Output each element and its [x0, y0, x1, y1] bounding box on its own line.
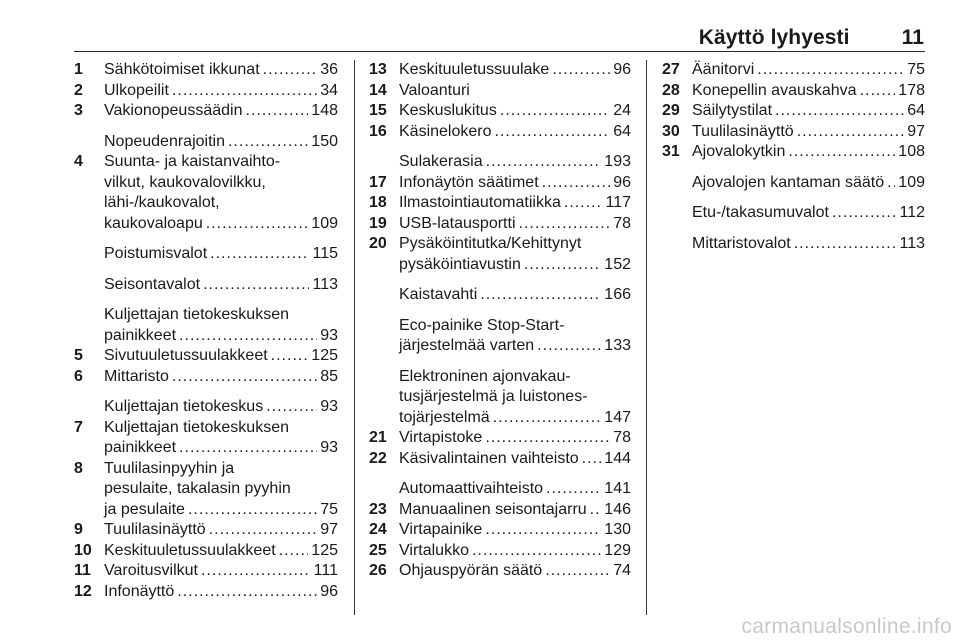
page-title: Käyttö lyhyesti	[698, 26, 850, 49]
index-entry	[369, 101, 631, 122]
dot-leader	[209, 520, 318, 541]
page-reference[interactable]: 147	[604, 408, 631, 426]
dot-leader	[485, 428, 610, 449]
dot-leader	[832, 203, 897, 224]
dot-leader	[500, 101, 610, 122]
entry-number: 16	[369, 122, 387, 140]
entry-number: 24	[369, 521, 387, 538]
entry-number: 3	[74, 102, 83, 119]
dot-leader	[245, 101, 308, 122]
entry-text: Tuulilasinäyttö	[104, 521, 206, 538]
index-entry	[369, 122, 631, 143]
entry-text: USB-latausportti	[399, 214, 516, 232]
index-entry	[74, 275, 338, 296]
entry-text: pesulaite, takalasin pyyhin	[104, 480, 291, 497]
entry-text: Sivutuuletussuulakkeet	[104, 347, 268, 364]
page-reference[interactable]: 193	[604, 153, 631, 170]
entry-text: ja pesulaite	[104, 500, 185, 518]
page-reference[interactable]: 75	[320, 500, 338, 518]
page-reference[interactable]: 36	[320, 61, 338, 78]
page-reference[interactable]: 93	[320, 326, 338, 344]
entry-number: 23	[369, 500, 387, 518]
page-reference[interactable]: 146	[604, 500, 631, 518]
index-entry	[662, 60, 925, 81]
entry-text: Virtapistoke	[399, 429, 483, 446]
entry-text: Automaattivaihteisto	[399, 480, 544, 497]
entry-text: Ajovalojen kantaman säätö	[692, 173, 885, 191]
index-entry	[369, 173, 631, 194]
entry-text: Infonäytön säätimet	[399, 173, 539, 191]
page-reference[interactable]: 75	[907, 61, 925, 78]
entry-text: Kuljettajan tietokeskus	[104, 398, 264, 415]
entry-text: Ulkopeilit	[104, 81, 169, 99]
page-reference[interactable]: 117	[605, 194, 631, 211]
dot-leader	[472, 541, 601, 562]
index-entry	[662, 203, 925, 224]
entry-text: järjestelmää varten	[399, 337, 535, 354]
page-reference[interactable]: 109	[898, 173, 925, 191]
entry-text: Ajovalokytkin	[692, 143, 786, 160]
entry-text: Mittaristo	[104, 367, 169, 385]
dot-leader	[794, 234, 897, 255]
entry-number: 6	[74, 367, 83, 385]
entry-number: 18	[369, 194, 387, 211]
dot-leader	[788, 142, 895, 163]
column-divider	[646, 60, 647, 615]
index-entry	[74, 60, 338, 81]
page-reference[interactable]: 97	[320, 521, 338, 538]
entry-text: Kuljettajan tietokeskuksen	[104, 418, 289, 436]
index-entry	[369, 520, 631, 541]
page-reference[interactable]: 64	[613, 122, 631, 140]
entry-text: painikkeet	[104, 326, 177, 344]
entry-text: Ilmastointiautomatiikka	[399, 194, 561, 211]
entry-number: 8	[74, 459, 83, 477]
index-entry	[74, 152, 338, 234]
entry-text: Säilytystilat	[692, 102, 773, 119]
page-reference[interactable]: 108	[898, 143, 925, 160]
dot-leader	[485, 520, 601, 541]
entry-number: 21	[369, 429, 387, 446]
index-entry	[369, 428, 631, 449]
page-reference[interactable]: 112	[899, 204, 925, 221]
page-reference[interactable]: 93	[320, 398, 338, 415]
entry-text: Vakionopeussäädin	[104, 102, 243, 119]
page-reference[interactable]: 113	[312, 275, 338, 293]
entry-number: 29	[662, 102, 680, 119]
dot-leader	[757, 60, 904, 81]
index-entry	[74, 346, 338, 367]
index-column-1	[74, 60, 338, 602]
entry-text: kaukovaloapu	[104, 214, 203, 232]
index-entry	[369, 541, 631, 562]
entry-number: 5	[74, 347, 83, 364]
entry-text: Keskituuletussuulake	[399, 61, 550, 78]
page-number: 11	[901, 26, 924, 49]
entry-text: Keskuslukitus	[399, 102, 497, 119]
dot-leader	[279, 541, 309, 562]
index-entry	[369, 561, 631, 582]
page-reference[interactable]: 34	[320, 81, 338, 99]
dot-leader	[545, 561, 610, 582]
page-reference[interactable]: 74	[613, 562, 631, 579]
page-reference[interactable]: 96	[613, 173, 631, 191]
column-divider	[354, 60, 355, 615]
dot-leader	[493, 408, 602, 429]
entry-text: Pysäköintitutka/Kehittynyt	[399, 235, 582, 252]
dot-leader	[486, 152, 602, 173]
dot-leader	[210, 244, 309, 265]
page-reference[interactable]: 150	[311, 132, 338, 150]
page-reference[interactable]: 111	[313, 562, 338, 579]
entry-text: Poistumisvalot	[104, 245, 208, 262]
dot-leader	[201, 561, 311, 582]
entry-number: 13	[369, 61, 387, 78]
index-entry	[369, 152, 631, 173]
entry-number: 31	[662, 143, 680, 160]
dot-leader	[519, 214, 611, 235]
entry-text: Kaistavahti	[399, 286, 478, 303]
dot-leader	[582, 449, 602, 470]
index-entry	[369, 316, 631, 357]
index-entry	[662, 173, 925, 194]
dot-leader	[206, 214, 309, 235]
dot-leader	[271, 346, 309, 367]
dot-leader	[797, 122, 905, 143]
entry-text: lähi-/kaukovalot,	[104, 194, 220, 211]
index-entry	[662, 142, 925, 163]
entry-number: 19	[369, 214, 387, 232]
dot-leader	[537, 336, 601, 357]
page-reference[interactable]: 166	[604, 286, 631, 303]
page-reference[interactable]: 141	[604, 480, 631, 497]
entry-text: Käsinelokero	[399, 122, 492, 140]
dot-leader	[552, 60, 610, 81]
dot-leader	[590, 500, 602, 521]
dot-leader	[179, 438, 317, 459]
entry-text: Seisontavalot	[104, 275, 201, 293]
dot-leader	[179, 326, 317, 347]
entry-text: Tuulilasinpyyhin ja	[104, 459, 235, 477]
entry-text: Sulakerasia	[399, 153, 483, 170]
page-reference[interactable]: 129	[604, 541, 631, 559]
entry-number: 30	[662, 122, 680, 140]
index-entry	[74, 397, 338, 418]
page-reference[interactable]: 178	[898, 81, 925, 99]
dot-leader	[172, 367, 317, 388]
entry-text: Kuljettajan tietokeskuksen	[104, 306, 289, 323]
dot-leader	[228, 132, 308, 153]
index-entry	[369, 367, 631, 429]
index-entry	[369, 234, 631, 275]
page-reference[interactable]: 113	[899, 234, 925, 252]
dot-leader	[177, 582, 317, 603]
entry-text: Valoanturi	[399, 81, 470, 99]
entry-text: vilkut, kaukovalovilkku,	[104, 173, 266, 191]
page-reference[interactable]: 130	[604, 521, 631, 538]
dot-leader	[480, 285, 601, 306]
page-reference[interactable]: 24	[613, 102, 631, 119]
page-reference[interactable]: 96	[320, 582, 338, 600]
page-header	[74, 26, 924, 50]
entry-number: 10	[74, 541, 92, 559]
index-entry	[74, 244, 338, 265]
index-entry	[662, 101, 925, 122]
dot-leader	[775, 101, 904, 122]
entry-text: Virtapainike	[399, 521, 483, 538]
watermark: carmanualsonline.info	[741, 615, 952, 638]
index-entry	[74, 582, 338, 603]
entry-text: Käsivalintainen vaihteisto	[399, 449, 579, 467]
entry-number: 7	[74, 418, 83, 436]
entry-text: Elektroninen ajonvakau-	[399, 367, 571, 385]
dot-leader	[887, 173, 895, 194]
index-column-2	[369, 60, 631, 582]
entry-number: 14	[369, 81, 387, 99]
page-reference[interactable]: 152	[604, 255, 631, 273]
index-entry	[369, 500, 631, 521]
entry-text: Manuaalinen seisontajarru	[399, 500, 587, 518]
entry-text: pysäköintiavustin	[399, 255, 521, 273]
index-entry	[369, 193, 631, 214]
entry-text: Infonäyttö	[104, 582, 175, 600]
page-reference[interactable]: 109	[311, 214, 338, 232]
entry-text: Varoitusvilkut	[104, 562, 198, 579]
entry-text: painikkeet	[104, 439, 177, 456]
entry-text: Konepellin avauskahva	[692, 81, 857, 99]
entry-text: Mittaristovalot	[692, 234, 791, 252]
index-entry	[662, 122, 925, 143]
index-entry	[74, 81, 338, 102]
dot-leader	[172, 81, 317, 102]
entry-number: 12	[74, 582, 92, 600]
entry-text: Äänitorvi	[692, 61, 755, 78]
page-reference[interactable]: 125	[311, 541, 338, 559]
index-entry	[369, 214, 631, 235]
index-entry	[662, 81, 925, 102]
index-entry	[369, 60, 631, 81]
entry-number: 4	[74, 153, 83, 170]
entry-number: 22	[369, 449, 387, 467]
entry-text: Keskituuletussuulakkeet	[104, 541, 276, 559]
entry-number: 27	[662, 61, 680, 78]
index-entry	[74, 132, 338, 153]
entry-number: 15	[369, 102, 387, 119]
index-entry	[74, 520, 338, 541]
index-column-3	[662, 60, 925, 254]
dot-leader	[524, 255, 601, 276]
dot-leader	[860, 81, 896, 102]
dot-leader	[546, 479, 601, 500]
dot-leader	[263, 60, 318, 81]
index-entry	[74, 459, 338, 521]
entry-text: Eco-painike Stop-Start-	[399, 316, 565, 334]
entry-number: 1	[74, 61, 83, 78]
entry-number: 17	[369, 173, 387, 191]
page-reference[interactable]: 133	[604, 337, 631, 354]
page-reference[interactable]: 96	[613, 61, 631, 78]
entry-text: Virtalukko	[399, 541, 469, 559]
index-entry	[662, 234, 925, 255]
index-entry	[74, 561, 338, 582]
entry-number: 20	[369, 235, 387, 252]
index-entry	[369, 449, 631, 470]
dot-leader	[203, 275, 309, 296]
dot-leader	[266, 397, 317, 418]
index-entry	[74, 367, 338, 388]
entry-number: 11	[74, 562, 91, 579]
entry-text: Etu-/takasumuvalot	[692, 204, 829, 221]
entry-text: Suunta- ja kaistanvaihto-	[104, 153, 281, 170]
entry-text: Ohjauspyörän säätö	[399, 562, 543, 579]
entry-text: Tuulilasinäyttö	[692, 122, 794, 140]
entry-number: 28	[662, 81, 680, 99]
dot-leader	[495, 122, 611, 143]
page-reference[interactable]: 148	[311, 102, 338, 119]
entry-text: tusjärjestelmä ja luistones-	[399, 388, 588, 405]
entry-number: 2	[74, 81, 83, 99]
index-entry	[74, 101, 338, 122]
dot-leader	[564, 193, 603, 214]
page-reference[interactable]: 93	[320, 439, 338, 456]
page-reference[interactable]: 97	[907, 122, 925, 140]
page-reference[interactable]: 78	[613, 429, 631, 446]
page-reference[interactable]: 85	[320, 367, 338, 385]
index-entry	[74, 305, 338, 346]
header-rule	[74, 51, 925, 52]
entry-text: Sähkötoimiset ikkunat	[104, 61, 260, 78]
dot-leader	[542, 173, 611, 194]
page-reference[interactable]: 115	[312, 245, 338, 262]
entry-text: tojärjestelmä	[399, 408, 490, 426]
index-entry	[369, 81, 631, 102]
entry-number: 9	[74, 521, 83, 538]
page-reference[interactable]: 125	[311, 347, 338, 364]
entry-text: Nopeudenrajoitin	[104, 132, 225, 150]
entry-number: 26	[369, 562, 387, 579]
index-entry	[369, 479, 631, 500]
page-reference[interactable]: 64	[907, 102, 925, 119]
page-reference[interactable]: 78	[613, 214, 631, 232]
entry-number: 25	[369, 541, 387, 559]
page-reference[interactable]: 144	[604, 449, 631, 467]
dot-leader	[188, 500, 317, 521]
index-entry	[369, 285, 631, 306]
index-entry	[74, 541, 338, 562]
index-entry	[74, 418, 338, 459]
